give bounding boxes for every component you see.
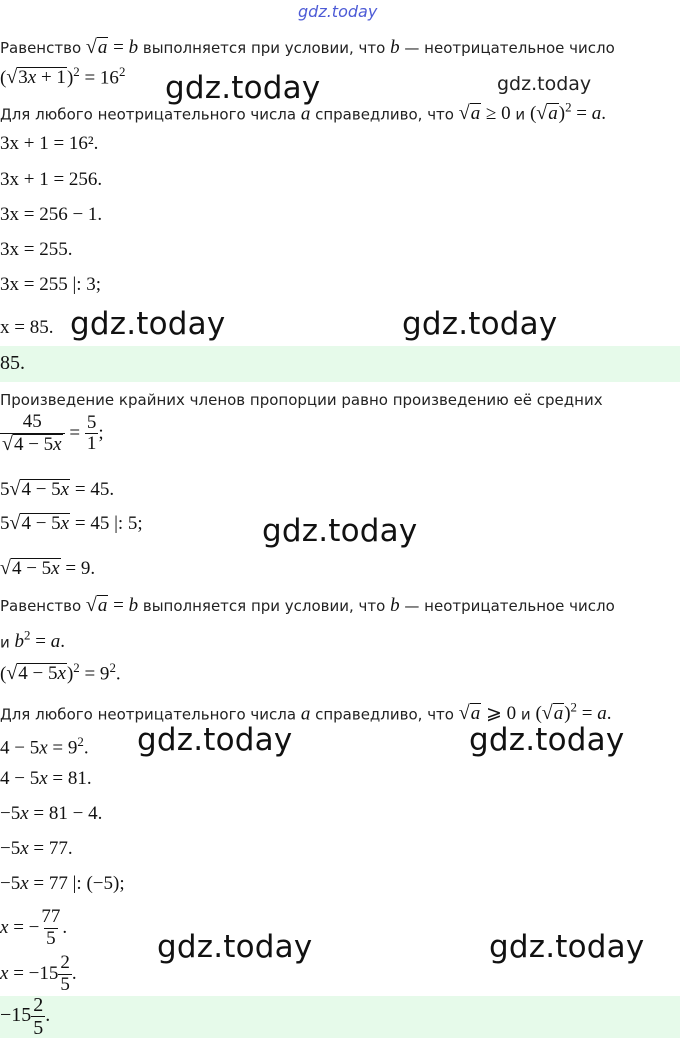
watermark-mark: gdz.today (489, 929, 645, 965)
rule-line-1: Равенство √a = b выполняется при условии, что b — неотрицательное число (0, 36, 615, 58)
prop-text-c: и (520, 705, 531, 724)
equation-18: x = − $\frac{77}{5}$ . (0, 906, 68, 949)
rule-text-a: Равенство (0, 597, 82, 615)
equation-5: 3x = 255. (0, 239, 73, 260)
equation-17: −5x = 77 |: (−5); (0, 873, 125, 894)
answer-1: 85. (0, 352, 25, 374)
equation-16: −5x = 77. (0, 838, 73, 859)
rule-text-b: выполняется при условии, что (142, 597, 386, 615)
equation-19: x = −15 $\frac{2}{5}$ . (0, 952, 77, 995)
rule-text-b: выполняется при условии, что (142, 39, 386, 57)
prop-text-b: справедливо, что (315, 105, 454, 124)
equation-1: $(√3x + 1)^2 = 16^2$ (0, 64, 126, 89)
property-line-2: Для любого неотрицательного числа a справедливо, что √a ⩾ 0 и $(√a)^2 = a$. (0, 700, 612, 725)
prop-text-a: Для любого неотрицательного числа (0, 105, 297, 124)
rule-text-c: — неотрицательное число (404, 597, 615, 615)
watermark-mark: gdz.today (402, 306, 558, 342)
prop-text-a: Для любого неотрицательного числа (0, 705, 297, 724)
equation-3: 3x + 1 = 256. (0, 169, 103, 190)
prop-text-c: и (515, 105, 526, 124)
answer-band-1 (0, 346, 680, 382)
equation-4: 3x = 256 − 1. (0, 204, 103, 225)
watermark-mark: gdz.today (157, 929, 313, 965)
prop-text-b: справедливо, что (315, 705, 454, 724)
rule-text-d: и (0, 633, 10, 652)
watermark-mark: gdz.today (70, 306, 226, 342)
equation-7: x = 85. (0, 317, 54, 338)
answer-2: −15 $\frac{2}{5}$ . (0, 994, 51, 1039)
equation-2: 3x + 1 = 16². (0, 133, 99, 154)
answer-band-2 (0, 996, 680, 1038)
rule-line-2: Равенство √a = b выполняется при условии, что b — неотрицательное число (0, 594, 615, 616)
equation-13: $4 - 5x = 9^2$. (0, 734, 89, 759)
equation-11: √4 − 5x = 9. (0, 557, 96, 579)
proportion-rule: Произведение крайних членов пропорции равно произведению её средних (0, 391, 603, 409)
rule-text-c: — неотрицательное число (404, 39, 615, 57)
watermark-mark: gdz.today (137, 722, 293, 758)
equation-10: 5√4 − 5x = 45 |: 5; (0, 512, 143, 534)
equation-15: −5x = 81 − 4. (0, 803, 103, 824)
rule-line-2-cont: и $b^2 = a$. (0, 628, 65, 653)
watermark-mark-small: gdz.today (497, 73, 592, 95)
equation-6: 3x = 255 |: 3; (0, 274, 102, 295)
equation-14: 4 − 5x = 81. (0, 768, 92, 789)
equation-9: 5√4 − 5x = 45. (0, 478, 115, 500)
watermark-mark: gdz.today (165, 70, 321, 106)
rule-text-a: Равенство (0, 39, 82, 57)
equation-12: $(√4 - 5x)^2 = 9^2$. (0, 660, 121, 685)
watermark-mark: gdz.today (262, 513, 418, 549)
property-line-1: Для любого неотрицательного числа a справедливо, что √a ≥ 0 и $(√a)^2 = a$. (0, 100, 606, 125)
equation-8: $\frac{45}{√4 - 5x}$ = $\frac{5}{1}$ ; (2, 411, 104, 455)
watermark-mark: gdz.today (469, 722, 625, 758)
top-watermark: gdz.today (298, 2, 378, 21)
